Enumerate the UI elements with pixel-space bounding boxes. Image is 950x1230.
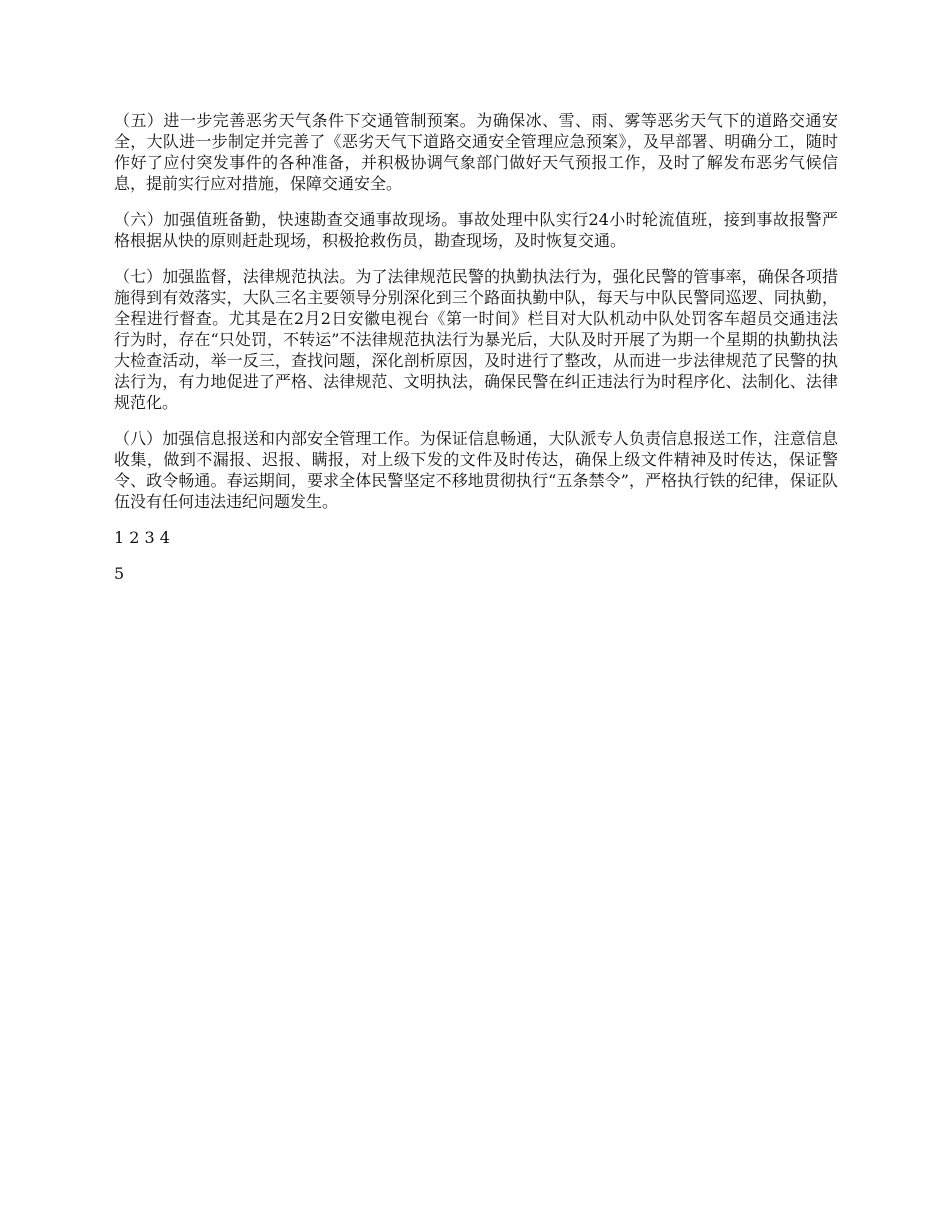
paragraph-8-info-reporting: （八）加强信息报送和内部安全管理工作。为保证信息畅通，大队派专人负责信息报送工作，注意信息收集，做到不漏报、迟报、瞒报，对上级下发的文件及时传达，确保上级文件精神及时传达，保证警令、政令畅通。春运期间，要求全体民警坚定不移地贯彻执行“五条禁令”，严格执行铁的纪律，保证队伍没有任何违法违纪问题发生。 [114, 429, 838, 511]
page-number-links [114, 527, 838, 584]
document-page [114, 110, 838, 599]
page-numbers-row-1[interactable]: 1 2 3 4 [114, 528, 170, 547]
paragraph-6-duty-accident: （六）加强值班备勤，快速勘查交通事故现场。事故处理中队实行24小时轮流值班，接到事故报警严格根据从快的原则赶赴现场，积极抢救伤员，勘查现场，及时恢复交通。 [114, 210, 838, 250]
paragraph-7-supervision: （七）加强监督，法律规范执法。为了法律规范民警的执勤执法行为，强化民警的管事率，确保各项措施得到有效落实，大队三名主要领导分别深化到三个路面执勤中队，每天与中队民警同巡逻、同执勤，全程进行督查。尤其是在2月2日安徽电视台《第一时间》栏目对大队机动中队处罚客车超员交通违法行为时，存在“只处罚，不转运”不法律规范执法行为暴光后，大队及时开展了为期一个星期的执勤执法大检查活动，举一反三，查找问题，深化剖析原因，及时进行了整改，从而进一步法律规范了民警的执法行为，有力地促进了严格、法律规范、文明执法，确保民警在纠正违法行为时程序化、法制化、法律规范化。 [114, 267, 838, 412]
paragraph-5-weather-plan: （五）进一步完善恶劣天气条件下交通管制预案。为确保冰、雪、雨、雾等恶劣天气下的道路交通安全，大队进一步制定并完善了《恶劣天气下道路交通安全管理应急预案》，及早部署、明确分工，随时作好了应付突发事件的各种准备，并积极协调气象部门做好天气预报工作，及时了解发布恶劣气候信息，提前实行应对措施，保障交通安全。 [114, 111, 838, 193]
page-numbers-row-2[interactable]: 5 [114, 564, 125, 583]
